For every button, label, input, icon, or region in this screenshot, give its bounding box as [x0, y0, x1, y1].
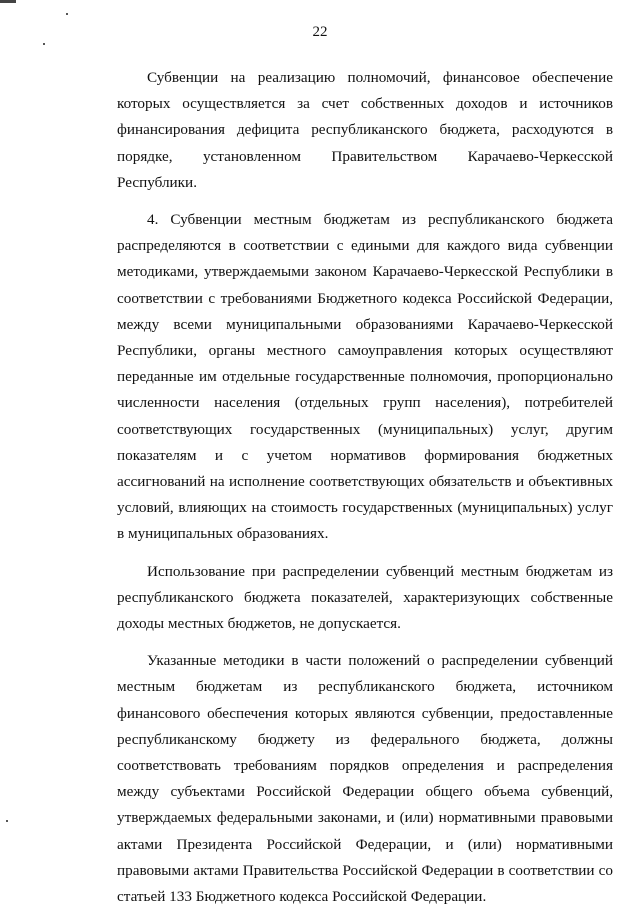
scan-speck: [66, 13, 68, 15]
paragraph-subventions-spending: Субвенции на реализацию полномочий, финансовое обеспечение которых осуществляется за счет собственных доходов и источников финансирования дефицита республиканского бюджета, расходуются в порядке, установленном Правительством Карачаево-Черкесской Республики.: [117, 69, 613, 191]
page-number: 22: [312, 24, 328, 40]
document-body: [117, 65, 613, 921]
paragraph-indicators-prohibition: Использование при распределении субвенций местным бюджетам из республиканского бюджета показателей, характеризующих собственные доходы местных бюджетов, не допускается.: [117, 562, 613, 633]
scan-corner-mark: [0, 0, 16, 3]
paragraph-subventions-distribution: 4. Субвенции местным бюджетам из республиканского бюджета распределяются в соответствии с едиными для каждого вида субвенции методиками, утверждаемыми законом Карачаево-Черкесской Республики в соответствии с требованиями Бюджетного кодекса Российской Федерации, между всеми муниципальными образованиями Карачаево-Черкесской Республики, органы местного самоуправления которых осуществляют переданные им отдельные государственные полномочия, пропорционально численности населения (отдельных групп населения), потребителей соответствующих государственных (муниципальных) услуг, другим показателям и с учетом нормативов формирования бюджетных ассигнований на исполнение соответствующих обязательств и объективных условий, влияющих на стоимость государственных (муниципальных) услуг в муниципальных образованиях.: [117, 211, 613, 543]
paragraph-methods-requirements: Указанные методики в части положений о распределении субвенций местным бюджетам из республиканского бюджета, источником финансового обеспечения которых являются субвенции, предоставленные республиканскому бюджету из федерального бюджета, должны соответствовать требованиям порядков определения и распределения между субъектами Российской Федерации общего объема субвенций, утверждаемых федеральными законами, и (или) нормативными правовыми актами Президента Российской Федерации, и (или) нормативными правовыми актами Правительства Российской Федерации в соответствии со статьей 133 Бюджетного кодекса Российской Федерации.: [117, 652, 613, 906]
scan-speck: [43, 43, 45, 45]
scan-speck: [6, 820, 8, 822]
